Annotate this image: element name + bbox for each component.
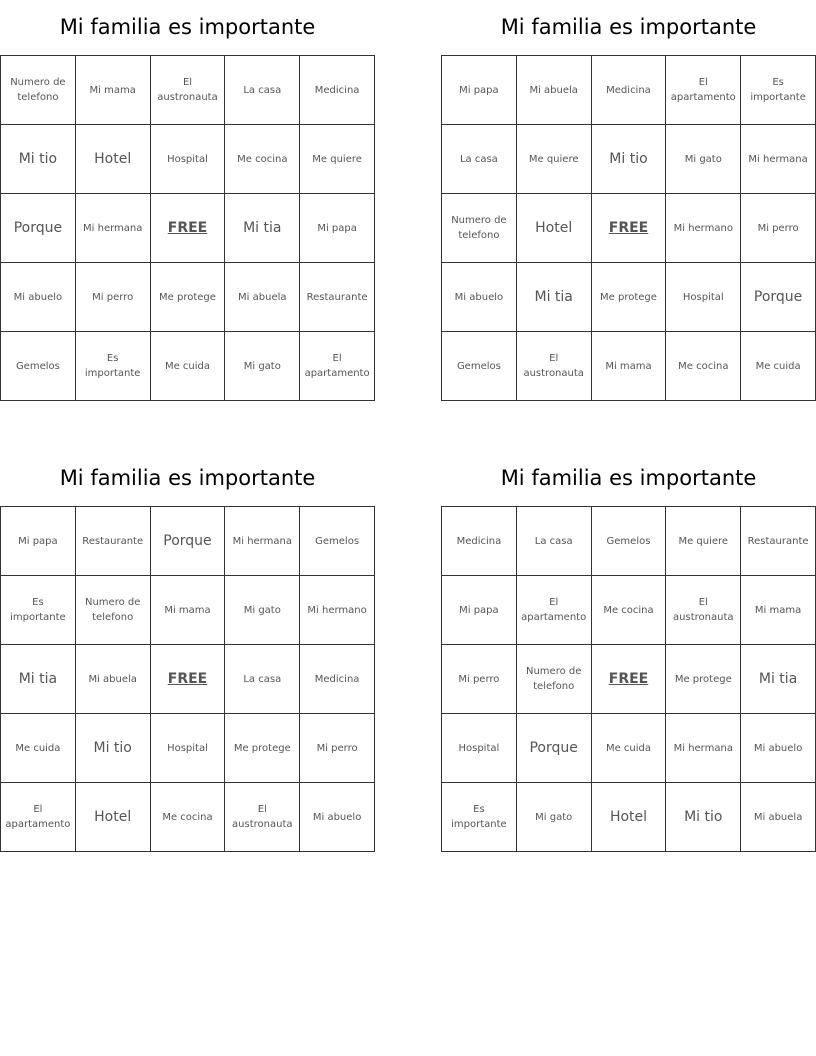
- grid-cell: Mi tio: [666, 783, 741, 852]
- grid-cell: El apartamento: [666, 56, 741, 125]
- grid-cell: Me quiere: [300, 125, 375, 194]
- grid-cell: Hospital: [442, 714, 517, 783]
- grid-cell: Mi abuelo: [1, 263, 76, 332]
- grid-cell: Mi abuelo: [442, 263, 517, 332]
- grid-cell: Mi abuela: [741, 783, 816, 852]
- grid-cell: Mi gato: [225, 576, 300, 645]
- grid-cell: Mi mama: [591, 332, 666, 401]
- grid-cell: Porque: [1, 194, 76, 263]
- bingo-grid: [441, 506, 816, 852]
- bingo-card-4: [441, 451, 816, 852]
- grid-cell: Gemelos: [591, 507, 666, 576]
- grid-cell: Mi perro: [442, 645, 517, 714]
- grid-cell: Numero de telefono: [516, 645, 591, 714]
- grid-row: [442, 645, 816, 714]
- card-title: Mi familia es importante: [500, 466, 757, 490]
- grid-cell: Restaurante: [300, 263, 375, 332]
- grid-cell: Mi tia: [225, 194, 300, 263]
- grid-cell: Mi abuela: [225, 263, 300, 332]
- grid-cell: Medicina: [591, 56, 666, 125]
- grid-row: [442, 507, 816, 576]
- grid-cell: El austronauta: [225, 783, 300, 852]
- grid-cell: Mi hermana: [225, 507, 300, 576]
- grid-cell: Mi perro: [300, 714, 375, 783]
- grid-cell: Porque: [741, 263, 816, 332]
- grid-cell: Mi gato: [225, 332, 300, 401]
- grid-cell: Me quiere: [516, 125, 591, 194]
- grid-cell: Es importante: [442, 783, 517, 852]
- grid-row: [1, 714, 375, 783]
- grid-cell: Me cocina: [591, 576, 666, 645]
- grid-cell: Medicina: [300, 56, 375, 125]
- grid-row: [442, 576, 816, 645]
- grid-cell: Me cuida: [591, 714, 666, 783]
- grid-cell: Numero de telefono: [1, 56, 76, 125]
- grid-cell: Mi papa: [300, 194, 375, 263]
- grid-row: [442, 56, 816, 125]
- grid-cell: Me cuida: [741, 332, 816, 401]
- grid-cell: Mi tio: [591, 125, 666, 194]
- free-space: FREE: [150, 645, 225, 714]
- grid-row: [1, 507, 375, 576]
- grid-row: [1, 783, 375, 852]
- grid-cell: Restaurante: [741, 507, 816, 576]
- grid-cell: Es importante: [75, 332, 150, 401]
- grid-cell: Me protege: [666, 645, 741, 714]
- grid-cell: Mi perro: [741, 194, 816, 263]
- grid-cell: Me cocina: [666, 332, 741, 401]
- grid-cell: La casa: [442, 125, 517, 194]
- grid-cell: Me protege: [150, 263, 225, 332]
- grid-cell: El apartamento: [516, 576, 591, 645]
- grid-cell: La casa: [225, 645, 300, 714]
- grid-cell: Mi perro: [75, 263, 150, 332]
- grid-row: [442, 194, 816, 263]
- grid-row: [442, 125, 816, 194]
- grid-cell: Es importante: [1, 576, 76, 645]
- grid-cell: El apartamento: [300, 332, 375, 401]
- grid-cell: Hotel: [75, 125, 150, 194]
- grid-cell: Mi gato: [516, 783, 591, 852]
- free-space: FREE: [591, 645, 666, 714]
- bingo-card-1: [0, 0, 375, 401]
- grid-cell: Mi abuelo: [300, 783, 375, 852]
- bingo-grid: [0, 55, 375, 401]
- grid-cell: Hotel: [75, 783, 150, 852]
- grid-cell: Medicina: [442, 507, 517, 576]
- grid-row: [442, 332, 816, 401]
- grid-cell: El austronauta: [666, 576, 741, 645]
- grid-cell: El austronauta: [150, 56, 225, 125]
- grid-cell: Gemelos: [442, 332, 517, 401]
- grid-cell: Mi tia: [516, 263, 591, 332]
- grid-cell: Mi hermano: [300, 576, 375, 645]
- grid-row: [1, 263, 375, 332]
- grid-cell: Gemelos: [300, 507, 375, 576]
- grid-row: [442, 783, 816, 852]
- grid-cell: Porque: [516, 714, 591, 783]
- grid-cell: Me cuida: [150, 332, 225, 401]
- grid-cell: Mi abuela: [75, 645, 150, 714]
- grid-cell: Me cuida: [1, 714, 76, 783]
- grid-cell: Mi hermana: [75, 194, 150, 263]
- grid-cell: El apartamento: [1, 783, 76, 852]
- grid-cell: Hospital: [150, 714, 225, 783]
- grid-cell: Gemelos: [1, 332, 76, 401]
- grid-cell: Restaurante: [75, 507, 150, 576]
- grid-cell: Hospital: [666, 263, 741, 332]
- grid-row: [1, 332, 375, 401]
- grid-cell: Mi abuela: [516, 56, 591, 125]
- grid-cell: Mi tio: [1, 125, 76, 194]
- grid-cell: Numero de telefono: [442, 194, 517, 263]
- bingo-card-2: [441, 0, 816, 401]
- grid-cell: Mi hermana: [666, 714, 741, 783]
- grid-cell: Mi tio: [75, 714, 150, 783]
- grid-cell: Hotel: [516, 194, 591, 263]
- grid-cell: Mi tia: [741, 645, 816, 714]
- free-space: FREE: [150, 194, 225, 263]
- card-title: Mi familia es importante: [500, 15, 757, 39]
- card-title: Mi familia es importante: [59, 15, 316, 39]
- grid-cell: Mi mama: [150, 576, 225, 645]
- grid-cell: Mi gato: [666, 125, 741, 194]
- grid-cell: Mi papa: [1, 507, 76, 576]
- bingo-grid: [0, 506, 375, 852]
- grid-cell: Hospital: [150, 125, 225, 194]
- grid-cell: Me cocina: [225, 125, 300, 194]
- card-title: Mi familia es importante: [59, 466, 316, 490]
- grid-row: [1, 576, 375, 645]
- grid-cell: La casa: [516, 507, 591, 576]
- grid-cell: Mi mama: [741, 576, 816, 645]
- grid-cell: Hotel: [591, 783, 666, 852]
- free-space: FREE: [591, 194, 666, 263]
- grid-row: [1, 645, 375, 714]
- grid-cell: Mi mama: [75, 56, 150, 125]
- grid-row: [442, 263, 816, 332]
- bingo-card-3: [0, 451, 375, 852]
- grid-cell: La casa: [225, 56, 300, 125]
- grid-row: [1, 125, 375, 194]
- grid-cell: Me cocina: [150, 783, 225, 852]
- grid-cell: Mi hermana: [741, 125, 816, 194]
- bingo-grid: [441, 55, 816, 401]
- grid-cell: Mi abuelo: [741, 714, 816, 783]
- grid-cell: Me protege: [225, 714, 300, 783]
- grid-cell: Mi papa: [442, 56, 517, 125]
- grid-cell: Es importante: [741, 56, 816, 125]
- grid-cell: Numero de telefono: [75, 576, 150, 645]
- grid-cell: Me quiere: [666, 507, 741, 576]
- grid-row: [1, 194, 375, 263]
- grid-cell: Porque: [150, 507, 225, 576]
- grid-cell: Mi tia: [1, 645, 76, 714]
- grid-cell: Medicina: [300, 645, 375, 714]
- grid-cell: Mi papa: [442, 576, 517, 645]
- grid-row: [442, 714, 816, 783]
- grid-cell: Mi hermano: [666, 194, 741, 263]
- grid-cell: El austronauta: [516, 332, 591, 401]
- grid-row: [1, 56, 375, 125]
- grid-cell: Me protege: [591, 263, 666, 332]
